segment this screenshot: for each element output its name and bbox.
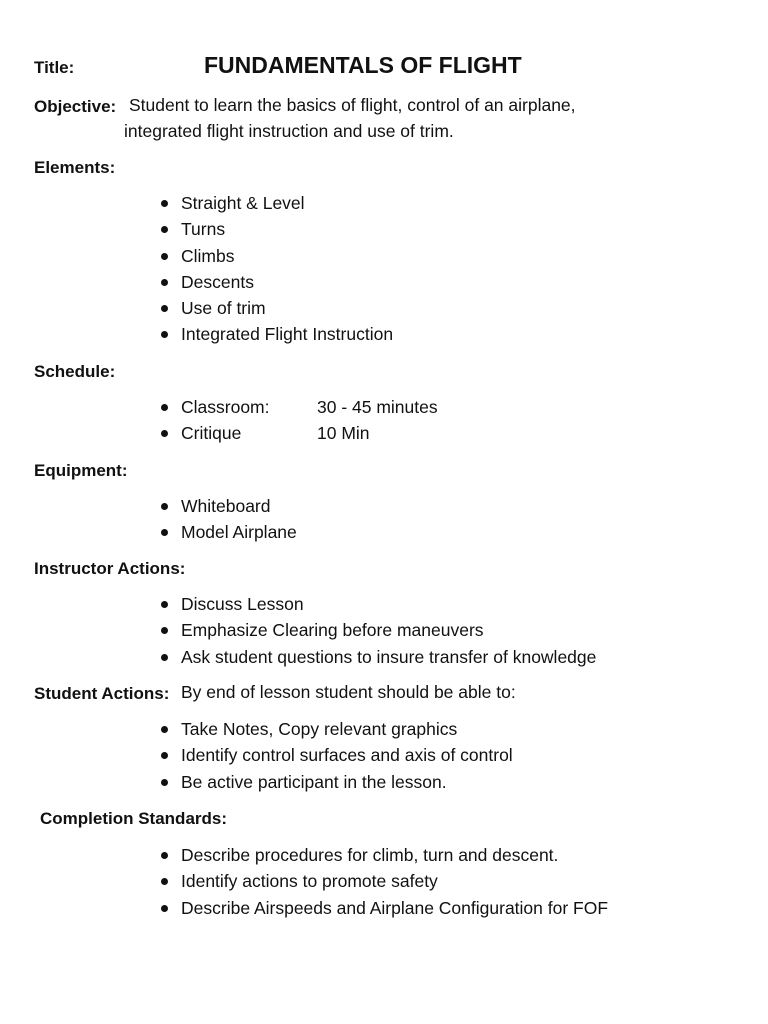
student-actions-label: Student Actions: [34, 684, 170, 703]
bullet-icon [161, 878, 168, 885]
list-item [181, 524, 297, 550]
element-item-text: Climbs [181, 245, 235, 266]
list-item [181, 721, 513, 747]
bullet-icon [161, 253, 168, 260]
student-action-text: Identify control surfaces and axis of control [181, 745, 513, 766]
objective-text-line1: Student to learn the basics of flight, control of an airplane, [129, 95, 576, 115]
bullet-icon [161, 226, 168, 233]
page-title: FUNDAMENTALS OF FLIGHT [204, 52, 522, 78]
schedule-item-name: Critique [181, 423, 242, 444]
list-item [181, 498, 297, 524]
list-item [181, 300, 393, 326]
bullet-icon [161, 852, 168, 859]
list-item [181, 326, 393, 352]
instructor-actions-label: Instructor Actions: [34, 559, 186, 578]
instructor-action-text: Emphasize Clearing before maneuvers [181, 620, 484, 641]
schedule-row [181, 423, 370, 451]
list-item [181, 271, 393, 300]
bullet-icon [161, 654, 168, 661]
list-item [181, 897, 609, 926]
element-item-text: Integrated Flight Instruction [181, 324, 394, 345]
bullet-icon [161, 331, 168, 338]
student-action-text: Be active participant in the lesson. [181, 771, 447, 792]
bullet-icon [161, 503, 168, 510]
element-item-text: Use of trim [181, 298, 266, 319]
bullet-icon [161, 905, 168, 912]
schedule-item-name: Classroom: [181, 397, 270, 417]
title-label: Title: [34, 58, 75, 77]
completion-standards-list [181, 847, 608, 926]
list-item [181, 747, 513, 773]
list-item [181, 221, 393, 247]
instructor-actions-list [181, 596, 596, 675]
objective-label: Objective: [34, 97, 117, 116]
completion-standards-label: Completion Standards: [40, 809, 228, 828]
bullet-icon [161, 752, 168, 759]
instructor-action-text: Discuss Lesson [181, 594, 304, 614]
equipment-item-text: Model Airplane [181, 522, 297, 543]
elements-list [181, 195, 393, 353]
bullet-icon [161, 726, 168, 733]
element-item-text: Descents [181, 271, 254, 292]
bullet-icon [161, 279, 168, 286]
list-item [181, 245, 393, 274]
schedule-row [181, 397, 438, 425]
equipment-label: Equipment: [34, 461, 128, 480]
bullet-icon [161, 779, 168, 786]
schedule-item-time: 10 Min [317, 423, 370, 444]
schedule-item-time: 30 - 45 minutes [317, 397, 438, 417]
list-item [181, 622, 596, 648]
bullet-icon [161, 529, 168, 536]
student-actions-list [181, 721, 513, 800]
equipment-list [181, 498, 297, 551]
instructor-action-text: Ask student questions to insure transfer of knowledge [181, 646, 597, 667]
schedule-list [181, 397, 438, 452]
student-actions-intro: By end of lesson student should be able to: [181, 682, 516, 702]
list-item [181, 771, 513, 800]
bullet-icon [161, 430, 168, 437]
objective-text-line2: integrated flight instruction and use of trim. [124, 121, 454, 141]
bullet-icon [161, 627, 168, 634]
completion-standard-text: Describe procedures for climb, turn and descent. [181, 845, 559, 865]
bullet-icon [161, 200, 168, 207]
elements-label: Elements: [34, 158, 116, 177]
list-item [181, 596, 596, 622]
list-item [181, 646, 597, 675]
bullet-icon [161, 601, 168, 608]
completion-standard-text: Describe Airspeeds and Airplane Configuration for FOF [181, 897, 609, 918]
list-item [181, 195, 393, 221]
completion-standard-text: Identify actions to promote safety [181, 871, 438, 892]
list-item [181, 847, 608, 873]
equipment-item-text: Whiteboard [181, 496, 271, 516]
bullet-icon [161, 305, 168, 312]
schedule-label: Schedule: [34, 362, 116, 381]
student-action-text: Take Notes, Copy relevant graphics [181, 719, 458, 739]
element-item-text: Straight & Level [181, 193, 305, 213]
bullet-icon [161, 404, 168, 411]
list-item [181, 873, 608, 899]
element-item-text: Turns [181, 219, 226, 240]
